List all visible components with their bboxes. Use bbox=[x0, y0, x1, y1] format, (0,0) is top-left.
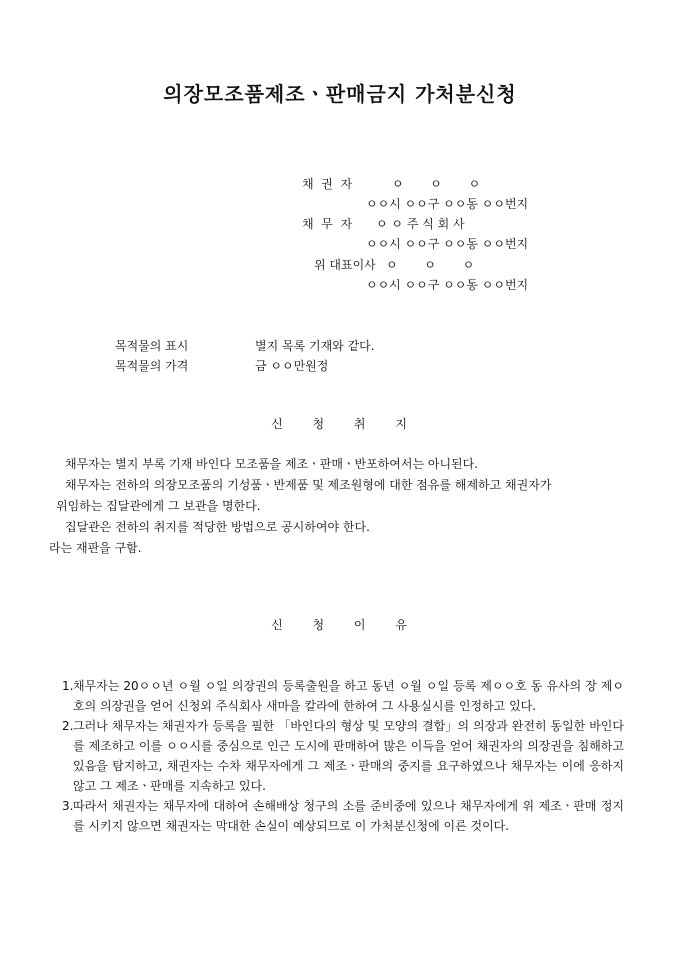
representative-address: ㅇㅇ시 ㅇㅇ구 ㅇㅇ동 ㅇㅇ번지 bbox=[366, 278, 529, 292]
target-block bbox=[115, 336, 375, 376]
claims-line: 라는 재판을 구함. bbox=[49, 541, 142, 555]
representative-name: ㅇ ㅇ ㅇ bbox=[386, 258, 475, 272]
creditor-label: 채 권 자 bbox=[302, 177, 353, 191]
claims-line: 채무자는 전하의 의장모조품의 기성품ㆍ반제품 및 제조원형에 대한 점유를 해제하고 채권자가 bbox=[65, 478, 552, 492]
claims-line: 채무자는 별지 부록 기재 바인다 모조품을 제조ㆍ판매ㆍ반포하여서는 아니된다. bbox=[65, 457, 479, 471]
target-display-value: 별지 목록 기재와 같다. bbox=[255, 339, 375, 353]
creditor-name: ㅇ ㅇ ㅇ bbox=[392, 177, 481, 191]
target-display-row bbox=[115, 336, 375, 356]
reason-text: 채무자는 20ㅇㅇ년 ㅇ월 ㅇ일 의장권의 등록출원을 하고 동년 ㅇ월 ㅇ일 등록 제ㅇㅇ호 동 유사의 장 제ㅇ호의 의장권을 얻어 신청외 주식회사 새마을 칼라에 한하여 그 사용실시를 인정하고 있다. bbox=[73, 679, 624, 713]
target-display-label: 목적물의 표시 bbox=[115, 339, 189, 353]
claims-body bbox=[49, 454, 626, 559]
debtor-address: ㅇㅇ시 ㅇㅇ구 ㅇㅇ동 ㅇㅇ번지 bbox=[366, 237, 529, 251]
creditor-address: ㅇㅇ시 ㅇㅇ구 ㅇㅇ동 ㅇㅇ번지 bbox=[366, 197, 529, 211]
claims-line: 집달관은 전하의 취지를 적당한 방법으로 공시하여야 한다. bbox=[65, 520, 370, 534]
reason-item bbox=[62, 796, 624, 836]
debtor-name: ㅇ ㅇ 주 식 회 사 bbox=[376, 217, 465, 231]
target-price-row bbox=[115, 356, 375, 376]
reason-item bbox=[62, 676, 624, 716]
claims-heading: 신 청 취 지 bbox=[271, 417, 409, 431]
representative-label: 위 대표이사 bbox=[314, 258, 376, 272]
reasons-heading: 신 청 이 유 bbox=[271, 618, 409, 632]
reason-number: 1. bbox=[62, 679, 74, 693]
reason-text: 따라서 채권자는 채무자에 대하여 손해배상 청구의 소를 준비중에 있으나 채무자에게 위 제조ㆍ판매 정지를 시키지 않으면 채권자는 막대한 손실이 예상되므로 이 가처분신청에 이른 것이다. bbox=[73, 799, 624, 833]
document-title: 의장모조품제조ㆍ판매금지 가처분신청 bbox=[163, 82, 517, 106]
debtor-label: 채 무 자 bbox=[302, 217, 353, 231]
claims-line: 위임하는 집달관에게 그 보관을 명한다. bbox=[56, 499, 261, 513]
reason-item bbox=[62, 716, 624, 796]
reason-text: 그러나 채무자는 채권자가 등록을 필한 「바인다의 형상 및 모양의 결합」의 의장과 완전히 동일한 바인다를 제조하고 이를 ㅇㅇ시를 중심으로 인근 도시에 판매하여 많은 이득을 얻어 채권자의 의장권을 침해하고 있음을 탐지하고, 채권자는 수차 채무자에게 그 제조ㆍ판매의 중지를 요구하였으나 채무자는 이에 응하지 않고 그 제조ㆍ판매를 지속하고 있다. bbox=[73, 719, 624, 793]
reason-number: 2. bbox=[62, 719, 74, 733]
target-price-value: 금 ㅇㅇ만원정 bbox=[255, 359, 329, 373]
reason-number: 3. bbox=[62, 799, 74, 813]
reasons-body bbox=[62, 676, 624, 836]
target-price-label: 목적물의 가격 bbox=[115, 359, 189, 373]
